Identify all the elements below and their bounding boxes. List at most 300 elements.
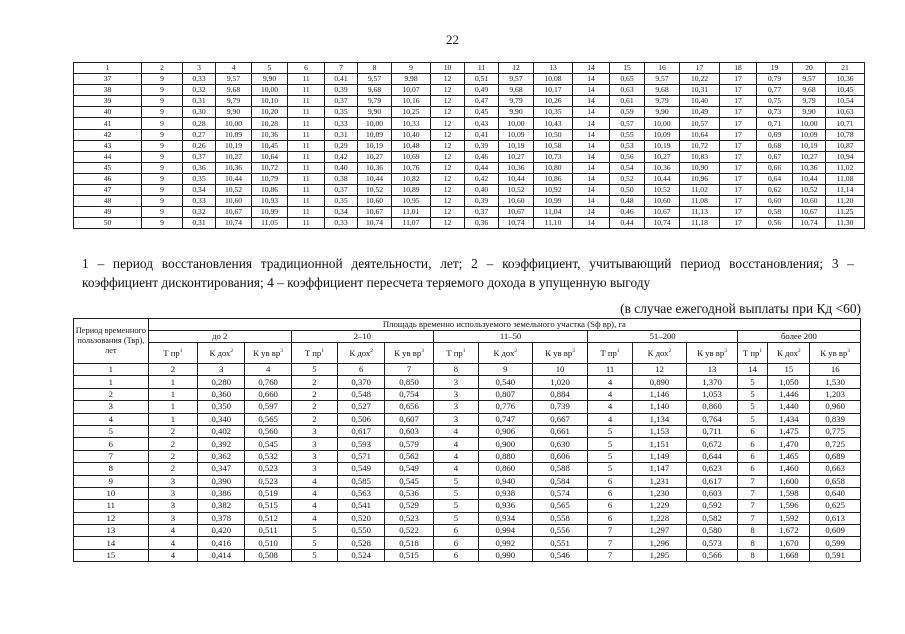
table1-cell: 10,36 [793, 162, 826, 173]
area-group-header: более 200 [737, 331, 860, 343]
table1-cell: 9,90 [252, 74, 288, 85]
table2-cell: 3 [291, 463, 337, 475]
table1-cell: 11 [288, 118, 325, 129]
table2-cell: 6 [433, 549, 478, 561]
table1-cell: 11,10 [534, 218, 573, 229]
table1-cell: 8 [358, 63, 392, 74]
table1-cell: 10,17 [534, 85, 573, 96]
table1-cell: 0,71 [757, 118, 793, 129]
table2-cell: 0,522 [385, 525, 433, 537]
table2-row [74, 401, 861, 413]
table1-cell: 0,28 [183, 118, 216, 129]
table1-cell: 0,67 [757, 151, 793, 162]
table1-cell: 0,47 [465, 96, 499, 107]
table1-cell: 10,52 [793, 185, 826, 196]
footnote-marker: 2 [370, 347, 373, 354]
subheader-label: Т пр [742, 347, 760, 358]
subheader-label: К ув вр [545, 347, 573, 358]
table2-cell: 1,134 [632, 413, 687, 425]
table2-cell: 4 [74, 413, 149, 425]
table1-cell: 0,56 [610, 151, 645, 162]
table2-row [74, 388, 861, 400]
table1-cell: 10,64 [680, 129, 720, 140]
table2-cell: 0,565 [245, 413, 291, 425]
table1-cell: 0,36 [183, 162, 216, 173]
table1-cell: 11,07 [392, 218, 431, 229]
table1-cell: 0,35 [325, 196, 358, 207]
coefficient-subheader [245, 343, 291, 364]
table1-cell: 9,57 [499, 74, 534, 85]
table1-cell: 17 [720, 74, 757, 85]
table1-cell: 10,36 [252, 129, 288, 140]
table2-cell: 0,754 [385, 388, 433, 400]
table1-cell: 10,99 [252, 207, 288, 218]
table2-row [74, 500, 861, 512]
table1-cell: 10,00 [499, 118, 534, 129]
table1-cell: 10,43 [534, 118, 573, 129]
table2-cell: 6 [588, 500, 632, 512]
table-legend-caption: 1 – период восстановления традиционной деятельности, лет; 2 – коэффициент, учитывающий период восстановления; 3 – коэффициент дисконтирования; 4 – коэффициент пересчета теряемого дохода в упущенную выгоду [82, 256, 854, 290]
table1-cell: 0,40 [465, 185, 499, 196]
table2-row [74, 413, 861, 425]
table1-cell: 9 [392, 63, 431, 74]
table2-cell: 0,529 [385, 500, 433, 512]
table2-cell: 1,295 [632, 549, 687, 561]
table1-cell: 11,02 [680, 185, 720, 196]
footnote-marker: 2 [668, 347, 672, 354]
table2-cell: 9 [479, 364, 533, 376]
coefficient-subheader [810, 343, 861, 364]
coefficient-subheader [148, 343, 197, 364]
table1-cell: 9 [142, 173, 183, 184]
table2-cell: 5 [588, 463, 632, 475]
table2-cell: 15 [74, 549, 149, 561]
table1-cell: 10,00 [358, 118, 392, 129]
table1-cell: 10,00 [793, 118, 826, 129]
coefficient-subheader [291, 343, 337, 364]
table2-cell: 4 [433, 425, 478, 437]
table1-cell: 0,55 [610, 129, 645, 140]
table1-cell: 3 [183, 63, 216, 74]
table1-cell: 9,90 [499, 107, 534, 118]
coefficient-subheader [532, 343, 588, 364]
table1-cell: 9 [142, 185, 183, 196]
table2-cell: 0,549 [338, 463, 385, 475]
table2-cell: 5 [737, 401, 768, 413]
table2-cell: 0,515 [385, 549, 433, 561]
table2-cell: 4 [433, 438, 478, 450]
table1-cell: 42 [74, 129, 142, 140]
table1-cell: 10,44 [216, 173, 252, 184]
table1-cell: 10,71 [826, 118, 865, 129]
table1-cell: 10,00 [252, 85, 288, 96]
table1-cell: 9,90 [216, 107, 252, 118]
table1-cell: 9,90 [793, 107, 826, 118]
table2-cell: 4 [588, 413, 632, 425]
table1-cell: 10,27 [793, 151, 826, 162]
table1-cell: 10,52 [358, 185, 392, 196]
table1-cell: 10,36 [216, 162, 252, 173]
table1-cell: 0,42 [465, 173, 499, 184]
table1-cell: 10,36 [499, 162, 534, 173]
table2-cell: 1 [74, 376, 149, 388]
table2-cell: 9 [74, 475, 149, 487]
table2-cell: 1,596 [768, 500, 810, 512]
table1-cell: 0,68 [757, 140, 793, 151]
table1-cell: 17 [720, 85, 757, 96]
table2-cell: 7 [588, 525, 632, 537]
table1-cell: 11,08 [826, 173, 865, 184]
table1-cell: 4 [216, 63, 252, 74]
table2-cell: 5 [291, 525, 337, 537]
table1-cell: 10,36 [826, 74, 865, 85]
table1-row [74, 173, 865, 184]
coefficient-subheader [737, 343, 768, 364]
table2-cell: 8 [74, 463, 149, 475]
table1-cell: 11 [288, 173, 325, 184]
table1-cell: 10,86 [534, 173, 573, 184]
table1-cell: 10,64 [252, 151, 288, 162]
table2-cell: 0,613 [810, 512, 861, 524]
table1-cell: 46 [74, 173, 142, 184]
table1-cell: 6 [288, 63, 325, 74]
table1-cell: 10,44 [499, 173, 534, 184]
table1-cell: 14 [573, 118, 610, 129]
table1-cell: 0,27 [183, 129, 216, 140]
table1-cell: 10,08 [534, 74, 573, 85]
table1-cell: 10,19 [793, 140, 826, 151]
table1-cell: 0,45 [465, 107, 499, 118]
table2-cell: 2 [291, 413, 337, 425]
table1-row [74, 162, 865, 173]
table2-cell: 6 [737, 425, 768, 437]
table1-cell: 9,79 [499, 96, 534, 107]
table1-cell: 10,52 [499, 185, 534, 196]
table1-cell: 11 [288, 151, 325, 162]
table1-cell: 10,67 [216, 207, 252, 218]
table1-cell: 10,19 [499, 140, 534, 151]
table2-cell: 0,571 [338, 450, 385, 462]
table1-cell: 17 [720, 218, 757, 229]
table1-cell: 41 [74, 118, 142, 129]
subheader-label: Т пр [304, 347, 322, 358]
table1-cell: 10,19 [216, 140, 252, 151]
table1-cell: 10,60 [645, 196, 680, 207]
table1-cell: 0,43 [465, 118, 499, 129]
table2-row [74, 376, 861, 388]
area-group-row [74, 331, 861, 343]
table2-cell: 1,053 [687, 388, 738, 400]
table2-cell: 5 [433, 500, 478, 512]
table1-cell: 10,36 [358, 162, 392, 173]
table1-cell: 14 [573, 74, 610, 85]
table1-cell: 9 [142, 140, 183, 151]
table2-cell: 0,593 [338, 438, 385, 450]
area-group-header: до 2 [148, 331, 291, 343]
table1-cell: 10,44 [358, 173, 392, 184]
table2-cell: 6 [588, 487, 632, 499]
table2-cell: 0,725 [810, 438, 861, 450]
table1-cell: 10,60 [793, 196, 826, 207]
table1-cell: 10,87 [826, 140, 865, 151]
table2-cell: 0,603 [687, 487, 738, 499]
table1-cell: 0,62 [757, 185, 793, 196]
table1-cell: 10,58 [534, 140, 573, 151]
table1-cell: 9 [142, 196, 183, 207]
table1-cell: 12 [431, 129, 465, 140]
table2-cell: 0,541 [338, 500, 385, 512]
table2-cell: 0,775 [810, 425, 861, 437]
table1-cell: 0,46 [465, 151, 499, 162]
table1-cell: 0,39 [465, 196, 499, 207]
table2-cell: 1,230 [632, 487, 687, 499]
table2-cell: 1,151 [632, 438, 687, 450]
table1-cell: 11,18 [680, 218, 720, 229]
table2-cell: 0,960 [810, 401, 861, 413]
table1-cell: 11 [288, 129, 325, 140]
table2-cell: 12 [632, 364, 687, 376]
table1-cell: 10,67 [645, 207, 680, 218]
table1-row [74, 85, 865, 96]
table2-cell: 11 [588, 364, 632, 376]
table2-cell: 4 [291, 512, 337, 524]
table2-cell: 6 [338, 364, 385, 376]
table2-cell: 2 [148, 438, 197, 450]
table2-cell: 0,617 [687, 475, 738, 487]
table1-cell: 9,57 [358, 74, 392, 85]
table2-cell: 1 [148, 413, 197, 425]
table2-cell: 0,880 [479, 450, 533, 462]
coefficient-subheader [198, 343, 245, 364]
table1-cell: 10,60 [216, 196, 252, 207]
table1-cell: 19 [757, 63, 793, 74]
table1-cell: 10,49 [680, 107, 720, 118]
table1-cell: 10,67 [499, 207, 534, 218]
table2-cell: 0,523 [245, 475, 291, 487]
table1-cell: 10,96 [680, 173, 720, 184]
table1-row [74, 96, 865, 107]
table1-cell: 10,95 [392, 196, 431, 207]
table1-cell: 11 [288, 140, 325, 151]
table2-cell: 0,512 [245, 512, 291, 524]
table1-cell: 10,31 [680, 85, 720, 96]
table1-cell: 0,79 [757, 74, 793, 85]
table1-cell: 10,44 [793, 173, 826, 184]
table1-cell: 0,73 [757, 107, 793, 118]
table1-cell: 10,07 [392, 85, 431, 96]
table1-cell: 0,39 [325, 85, 358, 96]
table2-cell: 1,470 [768, 438, 810, 450]
table2-cell: 1,228 [632, 512, 687, 524]
table2-cell: 4 [588, 376, 632, 388]
table1-cell: 0,60 [757, 196, 793, 207]
coefficient-subheader-row [74, 343, 861, 364]
footnote-marker: 2 [797, 347, 801, 354]
table1-cell: 10,52 [216, 185, 252, 196]
table2-cell: 4 [291, 487, 337, 499]
table2-cell: 1,598 [768, 487, 810, 499]
table1-cell: 11,08 [680, 196, 720, 207]
table2-row [74, 438, 861, 450]
table1-cell: 14 [573, 162, 610, 173]
footnote-marker: 1 [759, 347, 763, 354]
table1-cell: 9 [142, 107, 183, 118]
table1-cell: 9,90 [358, 107, 392, 118]
table2-cell: 1,229 [632, 500, 687, 512]
table2-cell: 0,518 [385, 537, 433, 549]
table2-cell: 0,515 [245, 500, 291, 512]
table2-row [74, 475, 861, 487]
table2-cell: 7 [74, 450, 149, 462]
table1-cell: 9,90 [645, 107, 680, 118]
table2-cell: 3 [291, 450, 337, 462]
table2-cell: 1,370 [687, 376, 738, 388]
table2-cell: 5 [737, 376, 768, 388]
table1-cell: 11 [288, 96, 325, 107]
table1-cell: 0,33 [183, 196, 216, 207]
table2-cell: 0,850 [385, 376, 433, 388]
table2-cell: 3 [433, 376, 478, 388]
table1-cell: 17 [720, 96, 757, 107]
table1-cell: 11 [288, 185, 325, 196]
table1-cell: 10,20 [252, 107, 288, 118]
table1-cell: 17 [720, 173, 757, 184]
table2-cell: 3 [291, 425, 337, 437]
table1-cell: 10,26 [534, 96, 573, 107]
table2-cell: 0,536 [385, 487, 433, 499]
table2-cell: 0,607 [385, 413, 433, 425]
table1-cell: 7 [325, 63, 358, 74]
table1-cell: 0,49 [465, 85, 499, 96]
table1-cell: 0,39 [465, 140, 499, 151]
table1-cell: 10,40 [392, 129, 431, 140]
table1-cell: 0,58 [757, 207, 793, 218]
footnote-marker: 3 [280, 347, 283, 354]
table1-cell: 11,20 [826, 196, 865, 207]
table1-cell: 17 [720, 207, 757, 218]
footnote-marker: 2 [514, 347, 518, 354]
table2-cell: 2 [148, 425, 197, 437]
table2-cell: 7 [385, 364, 433, 376]
table1-row [74, 151, 865, 162]
table1-cell: 44 [74, 151, 142, 162]
table2-cell: 0,900 [479, 438, 533, 450]
table1-cell: 17 [720, 118, 757, 129]
table1-cell: 0,38 [325, 173, 358, 184]
table2-cell: 0,524 [338, 549, 385, 561]
table1-cell: 18 [720, 63, 757, 74]
table1-row [74, 207, 865, 218]
table1-cell: 0,53 [610, 140, 645, 151]
table1-cell: 12 [431, 162, 465, 173]
table1-cell: 12 [431, 140, 465, 151]
table1-cell: 11 [288, 207, 325, 218]
table2-cell: 0,370 [338, 376, 385, 388]
area-group-header: 11–50 [433, 331, 588, 343]
table1-cell: 9 [142, 85, 183, 96]
table2-cell: 0,764 [687, 413, 738, 425]
table2-cell: 1 [148, 401, 197, 413]
table2-cell: 0,579 [385, 438, 433, 450]
table2-row [74, 463, 861, 475]
table1-cell: 11,14 [826, 185, 865, 196]
footnote-marker: 1 [462, 347, 466, 354]
table1-cell: 0,42 [325, 151, 358, 162]
table2-cell: 0,420 [198, 525, 245, 537]
table2-cell: 3 [433, 413, 478, 425]
table2-cell: 1,147 [632, 463, 687, 475]
table1-cell: 9 [142, 162, 183, 173]
area-group-header: 51–200 [588, 331, 737, 343]
table2-cell: 1,530 [810, 376, 861, 388]
coefficient-subheader [687, 343, 738, 364]
table1-cell: 0,32 [183, 207, 216, 218]
table1-cell: 10,57 [680, 118, 720, 129]
table2-cell: 0,390 [198, 475, 245, 487]
coefficient-table-top [73, 62, 865, 229]
table2-cell: 5 [74, 425, 149, 437]
table2-cell: 1,020 [532, 376, 588, 388]
table1-cell: 21 [826, 63, 865, 74]
table1-cell: 12 [431, 151, 465, 162]
table1-cell: 9,57 [793, 74, 826, 85]
table1-cell: 9 [142, 74, 183, 85]
table2-cell: 0,510 [245, 537, 291, 549]
table2-cell: 5 [588, 450, 632, 462]
table1-cell: 0,35 [183, 173, 216, 184]
subheader-label: Т пр [600, 347, 617, 358]
table1-cell: 0,61 [610, 96, 645, 107]
table1-cell: 10,09 [793, 129, 826, 140]
table2-cell: 0,625 [810, 500, 861, 512]
table1-cell: 0,57 [610, 118, 645, 129]
subheader-label: К дох [349, 347, 371, 358]
table1-cell: 10,19 [645, 140, 680, 151]
table1-cell: 11,05 [252, 218, 288, 229]
table2-cell: 4 [588, 401, 632, 413]
coefficient-subheader [588, 343, 632, 364]
table1-cell: 11 [288, 85, 325, 96]
table2-row [74, 487, 861, 499]
table1-cell: 9,79 [793, 96, 826, 107]
table1-cell: 10,90 [680, 162, 720, 173]
coefficient-subheader [338, 343, 385, 364]
table2-cell: 6 [737, 438, 768, 450]
table1-cell: 14 [573, 207, 610, 218]
table1-cell: 14 [573, 196, 610, 207]
table1-cell: 0,30 [183, 107, 216, 118]
table2-cell: 5 [588, 438, 632, 450]
table2-cell: 0,549 [385, 463, 433, 475]
table2-cell: 5 [291, 364, 337, 376]
subheader-label: К дох [493, 347, 515, 358]
table1-cell: 14 [573, 218, 610, 229]
table1-cell: 10,00 [216, 118, 252, 129]
table1-cell: 14 [573, 140, 610, 151]
table2-cell: 3 [148, 475, 197, 487]
table2-cell: 0,508 [245, 549, 291, 561]
table2-cell: 0,566 [687, 549, 738, 561]
table2-cell: 0,550 [338, 525, 385, 537]
table1-cell: 0,52 [610, 173, 645, 184]
table1-cell: 20 [793, 63, 826, 74]
table2-cell: 0,990 [479, 549, 533, 561]
table1-cell: 11,02 [826, 162, 865, 173]
table1-cell: 12 [431, 85, 465, 96]
table1-cell: 0,40 [325, 162, 358, 173]
table1-row [74, 185, 865, 196]
table2-cell: 7 [588, 537, 632, 549]
